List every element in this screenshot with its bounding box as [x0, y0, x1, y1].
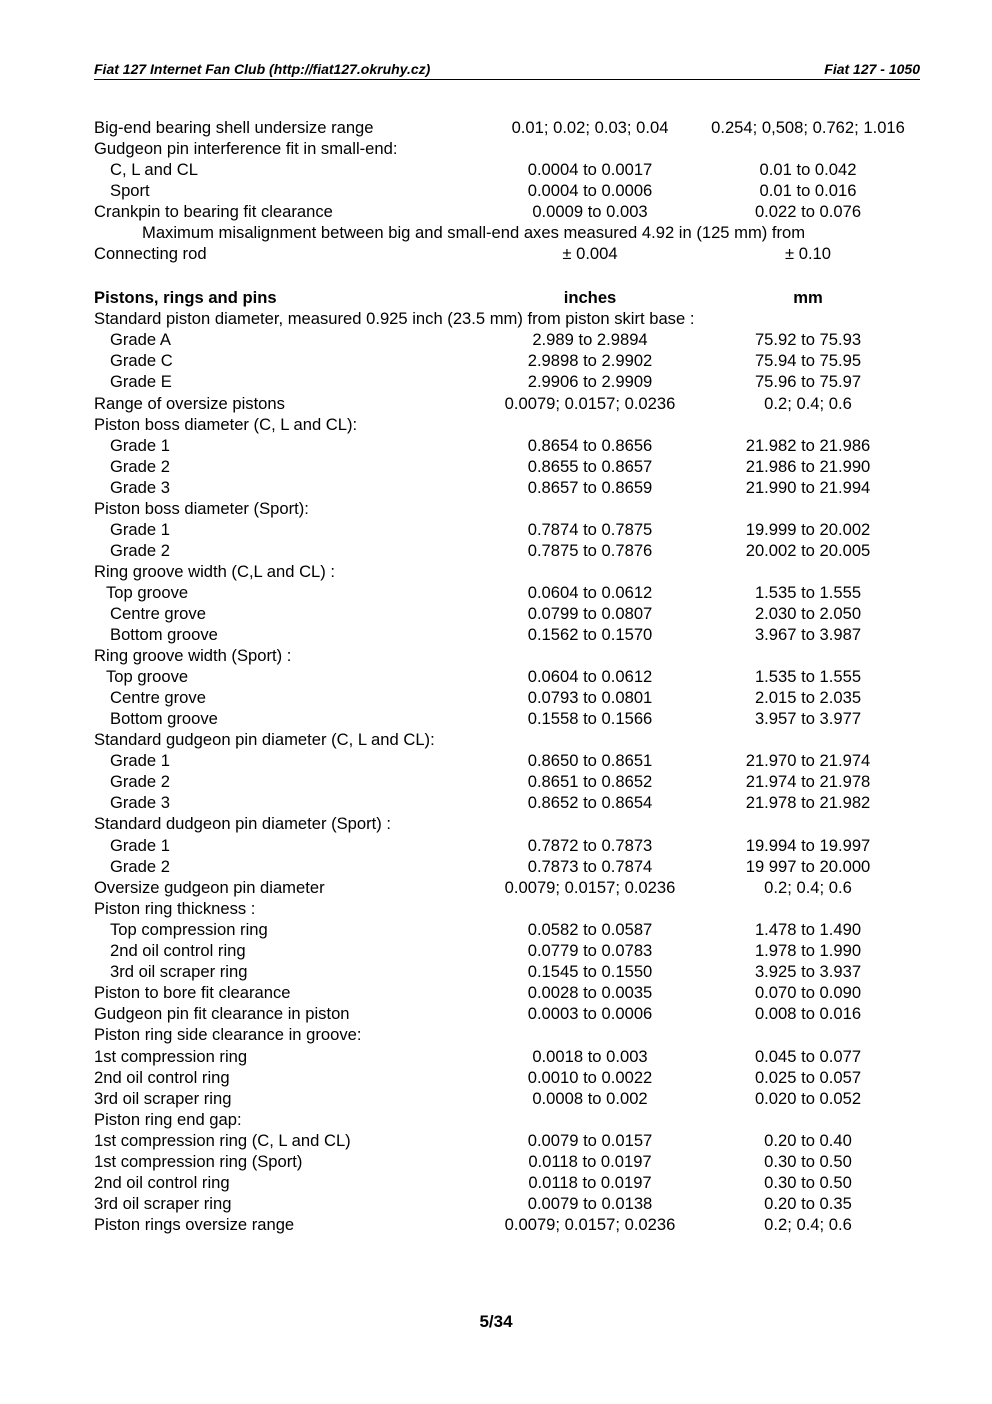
specifications-table [0, 117, 992, 1235]
spec-value-mm: 21.970 to 21.974 [745, 751, 871, 771]
spec-row [0, 159, 992, 180]
spec-label: Oversize gudgeon pin diameter [94, 877, 325, 897]
spec-label: Centre grove [110, 688, 206, 708]
spec-label: Grade 2 [110, 456, 170, 476]
spec-value-inches: 0.0004 to 0.0006 [527, 181, 653, 201]
page-number: 5/34 [479, 1312, 513, 1331]
spec-value-inches: 0.01; 0.02; 0.03; 0.04 [511, 118, 669, 137]
spec-row [0, 308, 992, 329]
spec-label: 2nd oil control ring [94, 1067, 230, 1087]
spec-value-inches: 0.0604 to 0.0612 [527, 667, 653, 687]
spec-label: Grade 1 [110, 435, 170, 455]
spec-label: Piston ring end gap: [94, 1110, 242, 1130]
spec-value-inches: 0.0793 to 0.0801 [527, 688, 653, 708]
spec-label: 3rd oil scraper ring [94, 1089, 232, 1109]
spec-row [0, 1214, 992, 1235]
spec-value-mm: 75.92 to 75.93 [754, 330, 862, 350]
spec-row [0, 393, 992, 414]
spec-label: 3rd oil scraper ring [94, 1194, 232, 1214]
spec-value-mm: 75.96 to 75.97 [754, 372, 862, 392]
spec-value-mm: 0.045 to 0.077 [754, 1046, 862, 1066]
spec-value-mm: 21.986 to 21.990 [745, 456, 871, 476]
spec-row [0, 1172, 992, 1193]
spec-value-mm: 0.2; 0.4; 0.6 [764, 877, 852, 897]
spec-value-mm: 0.020 to 0.052 [754, 1089, 862, 1109]
spec-row [0, 329, 992, 350]
spec-row [0, 519, 992, 540]
spec-label: Grade C [110, 351, 173, 371]
spec-value-mm: 21.978 to 21.982 [745, 793, 871, 813]
spec-label: Top groove [106, 582, 189, 602]
spec-row [0, 982, 992, 1003]
spec-row [0, 582, 992, 603]
spec-row [0, 243, 992, 265]
spec-value-inches: 0.0118 to 0.0197 [528, 1152, 652, 1172]
spec-row [0, 222, 992, 243]
spec-value-mm: ± 0.10 [784, 244, 832, 264]
spec-label: Grade 3 [110, 793, 170, 813]
spec-value-inches: 0.0010 to 0.0022 [527, 1067, 653, 1087]
spec-row [0, 1151, 992, 1172]
spec-label: Grade 1 [110, 835, 170, 855]
spec-value-inches: 2.9906 to 2.9909 [527, 372, 653, 392]
spec-row [0, 835, 992, 856]
spec-label: 3rd oil scraper ring [110, 961, 248, 981]
spec-row [0, 687, 992, 708]
spec-value-mm: 21.974 to 21.978 [745, 772, 871, 792]
spec-value-mm: 0.20 to 0.35 [764, 1194, 852, 1214]
spec-row [0, 624, 992, 645]
spec-value-inches: 2.9898 to 2.9902 [527, 351, 653, 371]
spec-row [0, 645, 992, 666]
spec-label: Big-end bearing shell undersize range [94, 118, 374, 137]
spec-value-inches: 0.7872 to 0.7873 [527, 835, 653, 855]
spec-value-inches: 0.0028 to 0.0035 [527, 982, 653, 1002]
spec-row [0, 666, 992, 687]
spec-value-mm: 0.2; 0.4; 0.6 [764, 1215, 852, 1235]
spec-row [0, 940, 992, 961]
spec-label: Grade A [110, 330, 171, 350]
spec-value-inches: 0.8652 to 0.8654 [527, 793, 653, 813]
spec-value-inches: 0.0079; 0.0157; 0.0236 [504, 1215, 676, 1235]
spec-label: Top compression ring [110, 919, 268, 939]
spec-value-inches: 0.1545 to 0.1550 [527, 961, 653, 981]
spec-value-mm: 19 997 to 20.000 [745, 856, 871, 876]
spec-label: Piston rings oversize range [94, 1215, 295, 1235]
spec-label: Piston to bore fit clearance [94, 982, 291, 1002]
section-heading-row [0, 287, 992, 308]
spec-row [0, 1088, 992, 1109]
spec-value-inches: 0.0009 to 0.003 [532, 202, 648, 222]
spec-label: 2nd oil control ring [110, 940, 246, 960]
spec-value-inches: 0.0079; 0.0157; 0.0236 [504, 877, 676, 897]
spec-value-mm: 0.022 to 0.076 [754, 202, 862, 222]
spec-row [0, 456, 992, 477]
spec-value-mm: 0.008 to 0.016 [754, 1003, 862, 1023]
spec-label: Centre grove [110, 603, 206, 623]
spec-row [0, 138, 992, 159]
spec-value-mm: 20.002 to 20.005 [745, 540, 871, 560]
spec-value-mm: 0.30 to 0.50 [764, 1152, 852, 1172]
spec-value-inches: 0.0004 to 0.0017 [527, 160, 653, 180]
spec-value-mm: 0.070 to 0.090 [754, 982, 862, 1002]
spec-value-inches: 0.8654 to 0.8656 [527, 435, 653, 455]
header-right-title: Fiat 127 - 1050 [824, 61, 920, 77]
spec-value-inches: 0.0079; 0.0157; 0.0236 [504, 393, 676, 413]
spec-label: Piston ring thickness : [94, 898, 256, 918]
spec-row [0, 477, 992, 498]
spec-label: Bottom groove [110, 709, 218, 729]
spec-label: Gudgeon pin fit clearance in piston [94, 1003, 350, 1023]
spec-label: Grade E [110, 372, 172, 392]
spec-value-mm: mm [793, 288, 823, 308]
spec-value-inches: 0.7873 to 0.7874 [527, 856, 653, 876]
spec-row [0, 792, 992, 813]
spec-row [0, 603, 992, 624]
spec-value-mm: 19.999 to 20.002 [745, 519, 871, 539]
spec-label: Piston boss diameter (Sport): [94, 498, 309, 518]
spec-value-mm: 0.01 to 0.042 [759, 160, 857, 180]
spec-row [0, 750, 992, 771]
spec-row [0, 1024, 992, 1046]
spec-row [0, 561, 992, 582]
spec-label: Grade 2 [110, 540, 170, 560]
spec-label: 1st compression ring (C, L and CL) [94, 1131, 351, 1151]
spec-row [0, 435, 992, 456]
spec-value-inches: 0.0118 to 0.0197 [528, 1173, 652, 1193]
spec-value-mm: 0.01 to 0.016 [759, 181, 857, 201]
spec-row [0, 117, 992, 138]
spec-label: Standard piston diameter, measured 0.925 inch (23.5 mm) from piston skirt base : [94, 309, 695, 329]
spec-value-inches: 0.0003 to 0.0006 [527, 1003, 653, 1023]
spec-value-mm: 2.015 to 2.035 [754, 688, 862, 708]
spec-value-inches: 0.0008 to 0.002 [532, 1089, 648, 1109]
spec-row [0, 877, 992, 898]
spec-label: 1st compression ring (Sport) [94, 1152, 303, 1172]
spec-row [0, 856, 992, 877]
spec-value-inches: 0.8655 to 0.8657 [527, 456, 653, 476]
spec-value-mm: 21.982 to 21.986 [745, 435, 871, 455]
spec-label: C, L and CL [110, 160, 198, 180]
spec-row [0, 201, 992, 222]
spec-value-mm: 1.535 to 1.555 [754, 582, 862, 602]
spec-label: Ring groove width (C,L and CL) : [94, 561, 336, 581]
spec-value-inches: 0.1558 to 0.1566 [527, 709, 653, 729]
spec-row [0, 414, 992, 435]
spec-label: Grade 2 [110, 856, 170, 876]
spec-row [0, 1046, 992, 1067]
spec-label: 2nd oil control ring [94, 1173, 230, 1193]
spec-row [0, 961, 992, 982]
spec-label: 1st compression ring [94, 1046, 248, 1066]
spec-value-mm: 3.957 to 3.977 [754, 709, 862, 729]
spec-row [0, 708, 992, 729]
spec-value-mm: 1.978 to 1.990 [754, 940, 862, 960]
spec-label: Ring groove width (Sport) : [94, 646, 292, 666]
spec-value-mm: 21.990 to 21.994 [745, 477, 871, 497]
spec-row [0, 498, 992, 519]
spec-value-mm: 19.994 to 19.997 [745, 835, 871, 855]
spec-value-mm: 1.478 to 1.490 [754, 919, 862, 939]
spec-label: Piston boss diameter (C, L and CL): [94, 414, 358, 434]
spec-row [0, 729, 992, 750]
header-left-title: Fiat 127 Internet Fan Club (http://fiat127.okruhy.cz) [94, 61, 431, 77]
spec-value-mm: 3.967 to 3.987 [754, 625, 862, 645]
spec-label: Standard dudgeon pin diameter (Sport) : [94, 814, 392, 834]
spec-label: Bottom groove [110, 625, 218, 645]
spec-row [0, 771, 992, 792]
spec-label: Maximum misalignment between big and small-end axes measured 4.92 in (125 mm) from [142, 223, 806, 243]
spec-row [0, 350, 992, 371]
spec-value-inches: 0.0079 to 0.0157 [527, 1131, 653, 1151]
spec-value-inches: 2.989 to 2.9894 [532, 330, 648, 350]
spec-label: Range of oversize pistons [94, 393, 285, 413]
spec-value-inches: 0.0779 to 0.0783 [527, 940, 653, 960]
spec-row [0, 180, 992, 201]
spec-label: Gudgeon pin interference fit in small-end: [94, 139, 398, 159]
spec-value-inches: ± 0.004 [562, 244, 618, 264]
spec-label: Top groove [106, 667, 189, 687]
spec-value-mm: 3.925 to 3.937 [754, 961, 862, 981]
spec-label: Grade 1 [110, 519, 170, 539]
spec-value-inches: 0.8650 to 0.8651 [527, 751, 653, 771]
spec-label: Piston ring side clearance in groove: [94, 1024, 362, 1044]
spec-value-inches: 0.7874 to 0.7875 [527, 519, 653, 539]
spec-label: Pistons, rings and pins [94, 288, 277, 308]
spec-value-mm: 0.2; 0.4; 0.6 [764, 393, 852, 413]
spec-value-inches: 0.7875 to 0.7876 [527, 540, 653, 560]
spec-row [0, 1193, 992, 1214]
spec-value-mm: 75.94 to 75.95 [754, 351, 862, 371]
spec-label: Grade 1 [110, 751, 170, 771]
spec-row [0, 371, 992, 392]
spec-row [0, 813, 992, 834]
spec-row [0, 898, 992, 919]
spec-value-mm: 0.20 to 0.40 [764, 1131, 852, 1151]
spec-value-mm: 2.030 to 2.050 [754, 603, 862, 623]
spec-value-inches: 0.0582 to 0.0587 [527, 919, 653, 939]
spec-row [0, 1067, 992, 1088]
spec-label: Connecting rod [94, 244, 207, 264]
spec-value-inches: 0.8651 to 0.8652 [527, 772, 653, 792]
spec-label: Crankpin to bearing fit clearance [94, 202, 333, 222]
spec-label: Grade 3 [110, 477, 170, 497]
spec-row [0, 1109, 992, 1130]
spec-row [0, 919, 992, 940]
spec-value-inches: 0.0079 to 0.0138 [527, 1194, 653, 1214]
spec-value-inches: inches [563, 288, 617, 308]
spec-value-mm: 1.535 to 1.555 [754, 667, 862, 687]
spec-value-mm: 0.025 to 0.057 [754, 1067, 862, 1087]
spec-row [0, 1130, 992, 1151]
spec-label: Sport [110, 181, 150, 201]
page-header [94, 59, 920, 80]
spec-value-mm: 0.254; 0,508; 0.762; 1.016 [711, 118, 905, 137]
spec-value-inches: 0.0799 to 0.0807 [527, 603, 653, 623]
spec-value-inches: 0.1562 to 0.1570 [527, 625, 653, 645]
spec-value-inches: 0.0604 to 0.0612 [527, 582, 653, 602]
spec-value-mm: 0.30 to 0.50 [764, 1173, 852, 1193]
spec-row [0, 1003, 992, 1024]
spec-value-inches: 0.8657 to 0.8659 [527, 477, 653, 497]
spec-value-inches: 0.0018 to 0.003 [532, 1046, 648, 1066]
spec-label: Standard gudgeon pin diameter (C, L and CL): [94, 730, 435, 750]
spec-label: Grade 2 [110, 772, 170, 792]
spec-row [0, 540, 992, 561]
